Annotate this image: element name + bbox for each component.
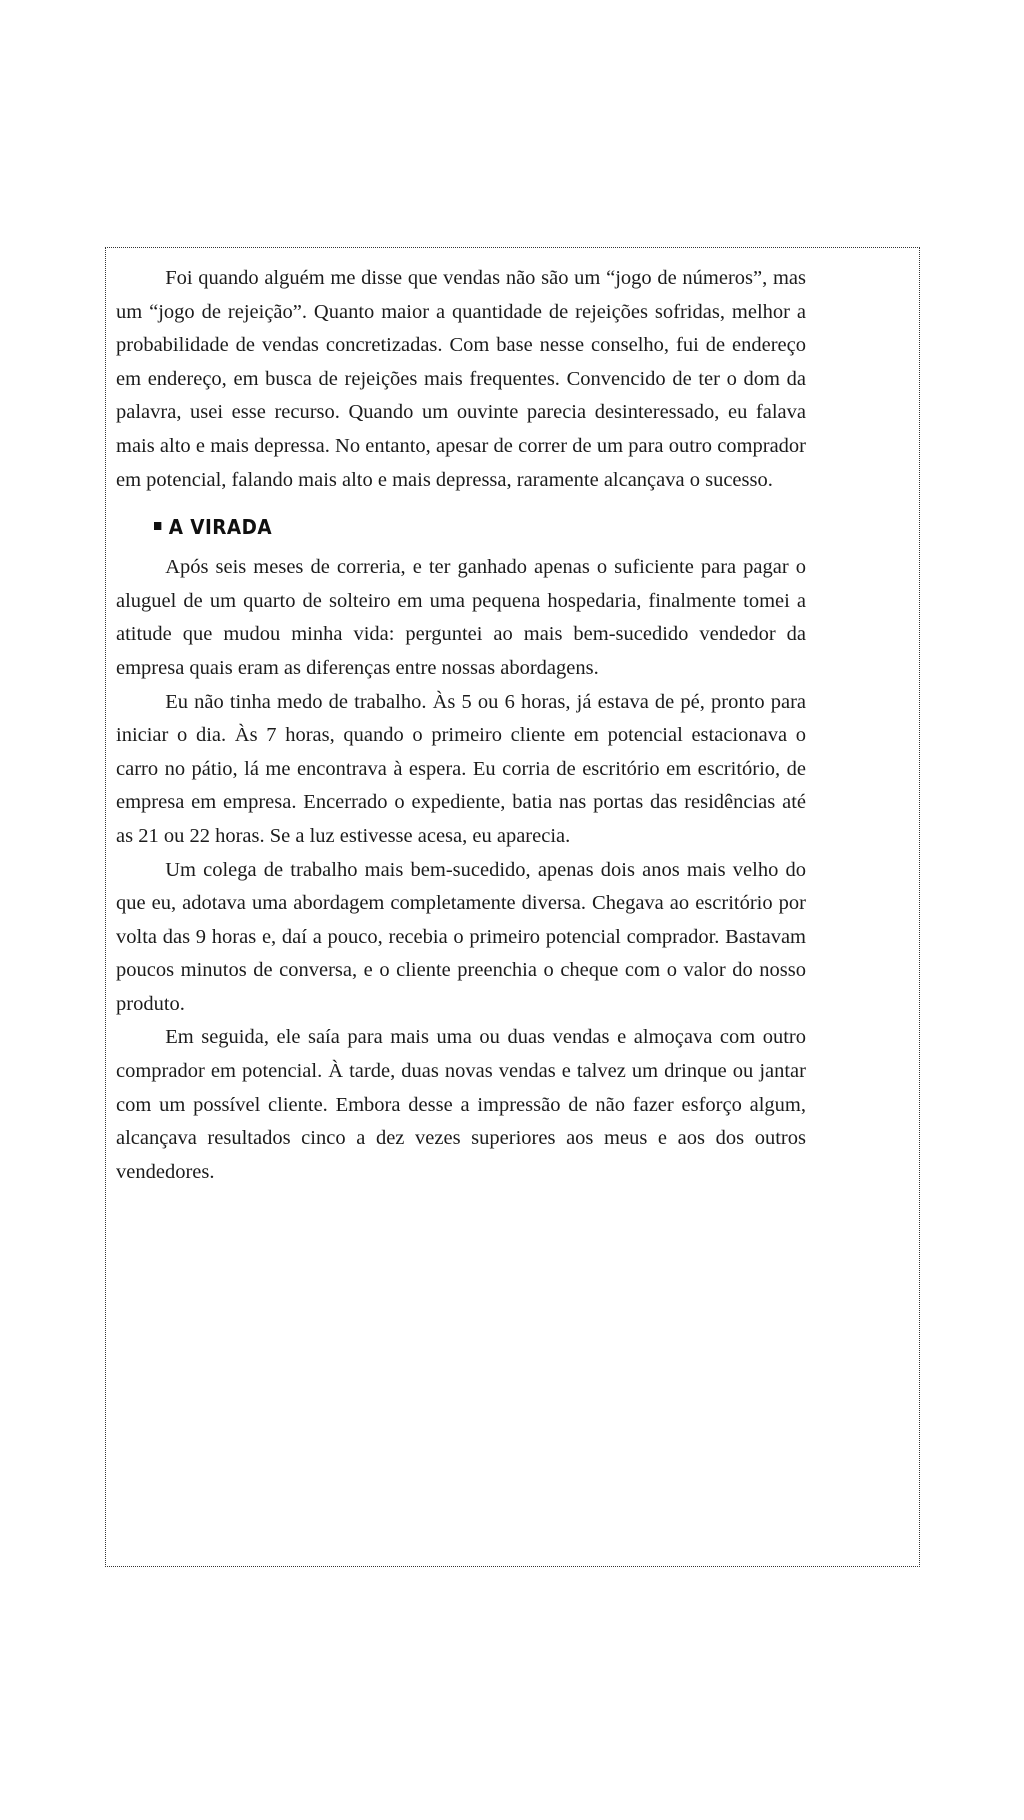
section-heading-label: A VIRADA xyxy=(169,515,273,540)
paragraph-intro: Foi quando alguém me disse que vendas não são um “jogo de números”, mas um “jogo de rejeição”. Quanto maior a quantidade de rejeições sofridas, melhor a probabilidade de vendas concretizadas. Com base nesse conselho, fui de endereço em endereço, em busca de rejeições mais frequentes. Convencido de ter o dom da palavra, usei esse recurso. Quando um ouvinte parecia desinteressado, eu falava mais alto e mais depressa. No entanto, apesar de correr de um para outro comprador em potencial, falando mais alto e mais depressa, raramente alcançava o sucesso. xyxy=(116,267,806,491)
section-heading-block xyxy=(116,497,806,551)
square-bullet-icon xyxy=(154,522,161,530)
text-column xyxy=(116,262,806,1189)
paragraph-apos-seis-meses: Após seis meses de correria, e ter ganhado apenas o suficiente para pagar o aluguel de um quarto de solteiro em uma pequena hospedaria, finalmente tomei a atitude que mudou minha vida: perguntei ao mais bem-sucedido vendedor da empresa quais eram as diferenças entre nossas abordagens. xyxy=(116,556,806,679)
paragraph-um-colega: Um colega de trabalho mais bem-sucedido, apenas dois anos mais velho do que eu, adotava uma abordagem completamente diversa. Chegava ao escritório por volta das 9 horas e, daí a pouco, recebia o primeiro potencial comprador. Bastavam poucos minutos de conversa, e o cliente preenchia o cheque com o valor do nosso produto. xyxy=(116,858,806,1015)
page-frame xyxy=(105,247,920,1567)
paragraph-eu-nao-tinha-medo: Eu não tinha medo de trabalho. Às 5 ou 6 horas, já estava de pé, pronto para iniciar o dia. Às 7 horas, quando o primeiro cliente em potencial estacionava o carro no pátio, lá me encontrava à espera. Eu corria de escritório em escritório, de empresa em empresa. Encerrado o expediente, batia nas portas das residências até as 21 ou 22 horas. Se a luz estivesse acesa, eu aparecia. xyxy=(116,690,806,847)
section-heading xyxy=(154,515,753,540)
paragraph-em-seguida: Em seguida, ele saía para mais uma ou duas vendas e almoçava com outro comprador em potencial. À tarde, duas novas vendas e talvez um drinque ou jantar com um possível cliente. Embora desse a impressão de não fazer esforço algum, alcançava resultados cinco a dez vezes superiores aos meus e aos dos outros vendedores. xyxy=(116,1026,806,1183)
